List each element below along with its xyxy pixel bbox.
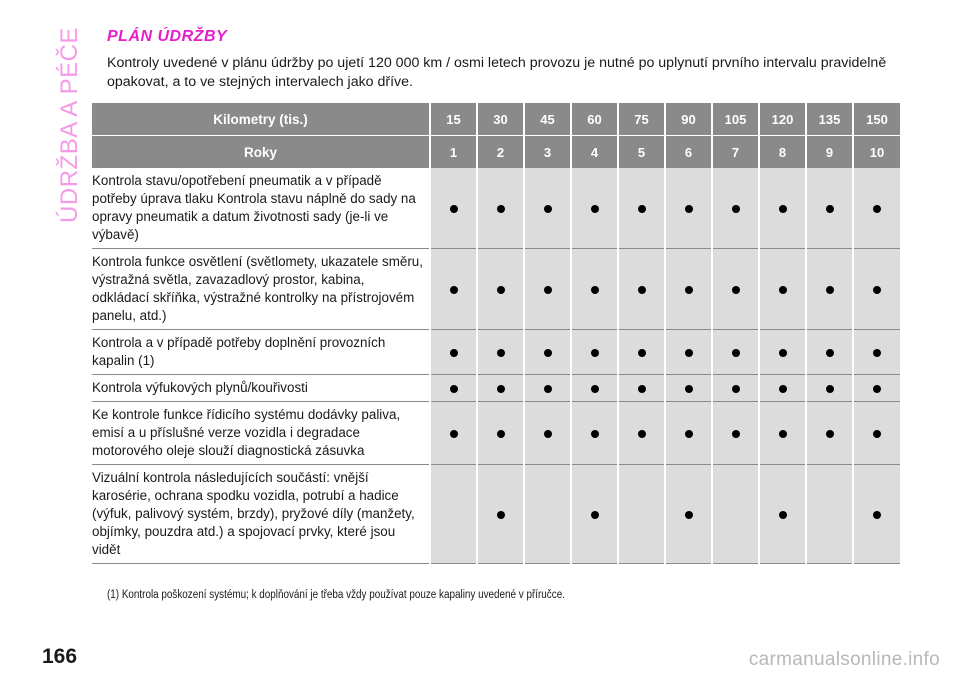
task-description: Kontrola výfukových plynů/kouřivosti	[92, 375, 430, 402]
interval-cell	[665, 402, 712, 465]
interval-cell	[477, 465, 524, 564]
interval-cell	[618, 330, 665, 375]
check-dot-icon	[638, 349, 646, 357]
check-dot-icon	[638, 286, 646, 294]
header-row-years	[92, 136, 900, 169]
check-dot-icon	[450, 430, 458, 438]
interval-cell	[430, 375, 477, 402]
check-dot-icon	[779, 286, 787, 294]
check-dot-icon	[779, 349, 787, 357]
header-year-value: 1	[430, 136, 477, 169]
interval-cell	[524, 168, 571, 249]
check-dot-icon	[685, 385, 693, 393]
check-dot-icon	[544, 205, 552, 213]
interval-cell	[524, 465, 571, 564]
interval-cell	[712, 375, 759, 402]
check-dot-icon	[450, 385, 458, 393]
check-dot-icon	[544, 349, 552, 357]
check-dot-icon	[779, 511, 787, 519]
interval-cell	[665, 249, 712, 330]
check-dot-icon	[685, 286, 693, 294]
check-dot-icon	[779, 430, 787, 438]
check-dot-icon	[544, 385, 552, 393]
interval-cell	[430, 402, 477, 465]
check-dot-icon	[779, 205, 787, 213]
check-dot-icon	[591, 511, 599, 519]
header-km-value: 60	[571, 103, 618, 136]
header-year-value: 10	[853, 136, 900, 169]
interval-cell	[524, 402, 571, 465]
check-dot-icon	[450, 205, 458, 213]
check-dot-icon	[873, 385, 881, 393]
table-row	[92, 375, 900, 402]
side-section-title	[52, 27, 88, 223]
table-row	[92, 402, 900, 465]
check-dot-icon	[497, 349, 505, 357]
task-description: Kontrola funkce osvětlení (světlomety, ukazatele směru, výstražná světla, zavazadlový prostor, kabina, odkládací skříňka, výstražné kontrolky na přístrojovém panelu, atd.)	[92, 249, 430, 330]
check-dot-icon	[497, 430, 505, 438]
task-description: Kontrola stavu/opotřebení pneumatik a v případě potřeby úprava tlaku Kontrola stavu náplně do sady na opravy pneumatik a datum životnosti sady (je-li ve výbavě)	[92, 168, 430, 249]
interval-cell	[853, 330, 900, 375]
interval-cell	[618, 249, 665, 330]
interval-cell	[618, 168, 665, 249]
interval-cell	[712, 330, 759, 375]
check-dot-icon	[826, 430, 834, 438]
interval-cell	[806, 249, 853, 330]
interval-cell	[524, 375, 571, 402]
check-dot-icon	[873, 349, 881, 357]
check-dot-icon	[685, 205, 693, 213]
page-number: 166	[42, 645, 78, 668]
interval-cell	[430, 330, 477, 375]
interval-cell	[571, 330, 618, 375]
interval-cell	[806, 330, 853, 375]
interval-cell	[853, 249, 900, 330]
table-body	[92, 168, 900, 564]
interval-cell	[853, 465, 900, 564]
header-km-value: 135	[806, 103, 853, 136]
interval-cell	[430, 465, 477, 564]
interval-cell	[853, 168, 900, 249]
header-year-value: 4	[571, 136, 618, 169]
header-km-value: 120	[759, 103, 806, 136]
check-dot-icon	[826, 385, 834, 393]
check-dot-icon	[497, 385, 505, 393]
check-dot-icon	[591, 286, 599, 294]
header-km-value: 90	[665, 103, 712, 136]
interval-cell	[712, 249, 759, 330]
interval-cell	[759, 168, 806, 249]
check-dot-icon	[591, 349, 599, 357]
footnote: (1) Kontrola poškození systému; k doplňování je třeba vždy používat pouze kapaliny uvedené v příručce.	[107, 589, 565, 601]
table-row	[92, 168, 900, 249]
header-year-value: 3	[524, 136, 571, 169]
task-description: Ke kontrole funkce řídicího systému dodávky paliva, emisí a u příslušné verze vozidla i degradace motorového oleje slouží diagnostická zásuvka	[92, 402, 430, 465]
interval-cell	[759, 249, 806, 330]
interval-cell	[759, 465, 806, 564]
maintenance-plan-table	[92, 103, 900, 564]
header-year-value: 5	[618, 136, 665, 169]
header-km-value: 75	[618, 103, 665, 136]
header-year-value: 8	[759, 136, 806, 169]
check-dot-icon	[873, 205, 881, 213]
interval-cell	[571, 168, 618, 249]
interval-cell	[806, 168, 853, 249]
check-dot-icon	[685, 511, 693, 519]
interval-cell	[477, 249, 524, 330]
header-year-value: 9	[806, 136, 853, 169]
check-dot-icon	[544, 286, 552, 294]
check-dot-icon	[873, 430, 881, 438]
interval-cell	[477, 402, 524, 465]
check-dot-icon	[544, 430, 552, 438]
interval-cell	[759, 330, 806, 375]
interval-cell	[571, 465, 618, 564]
interval-cell	[712, 168, 759, 249]
interval-cell	[477, 168, 524, 249]
interval-cell	[665, 330, 712, 375]
table-row	[92, 465, 900, 564]
header-year-value: 7	[712, 136, 759, 169]
check-dot-icon	[685, 349, 693, 357]
interval-cell	[524, 249, 571, 330]
interval-cell	[477, 330, 524, 375]
task-description: Vizuální kontrola následujících součástí: vnější karosérie, ochrana spodku vozidla, potrubí a hadice (výfuk, palivový systém, brzdy), pryžové díly (manžety, objímky, pouzdra atd.) a spojovací prvky, které jsou vidět	[92, 465, 430, 564]
check-dot-icon	[732, 205, 740, 213]
side-section-title-text: ÚDRŽBA A PÉČE	[56, 27, 83, 223]
interval-cell	[806, 465, 853, 564]
check-dot-icon	[685, 430, 693, 438]
interval-cell	[853, 375, 900, 402]
interval-cell	[430, 168, 477, 249]
check-dot-icon	[450, 349, 458, 357]
interval-cell	[618, 465, 665, 564]
interval-cell	[712, 465, 759, 564]
watermark-text: carmanualsonline.info	[748, 649, 940, 670]
interval-cell	[477, 375, 524, 402]
header-row-km	[92, 103, 900, 136]
interval-cell	[665, 465, 712, 564]
check-dot-icon	[497, 205, 505, 213]
check-dot-icon	[732, 349, 740, 357]
check-dot-icon	[497, 286, 505, 294]
header-km-value: 30	[477, 103, 524, 136]
check-dot-icon	[591, 430, 599, 438]
header-years-label: Roky	[92, 136, 430, 169]
check-dot-icon	[873, 286, 881, 294]
interval-cell	[618, 375, 665, 402]
interval-cell	[853, 402, 900, 465]
check-dot-icon	[732, 286, 740, 294]
table-row	[92, 249, 900, 330]
check-dot-icon	[638, 430, 646, 438]
interval-cell	[665, 375, 712, 402]
interval-cell	[618, 402, 665, 465]
interval-cell	[571, 249, 618, 330]
interval-cell	[806, 375, 853, 402]
check-dot-icon	[638, 385, 646, 393]
page-heading: PLÁN ÚDRŽBY	[107, 28, 228, 45]
interval-cell	[759, 375, 806, 402]
interval-cell	[571, 402, 618, 465]
interval-cell	[571, 375, 618, 402]
check-dot-icon	[497, 511, 505, 519]
check-dot-icon	[779, 385, 787, 393]
check-dot-icon	[826, 205, 834, 213]
header-year-value: 2	[477, 136, 524, 169]
check-dot-icon	[826, 349, 834, 357]
check-dot-icon	[450, 286, 458, 294]
interval-cell	[430, 249, 477, 330]
interval-cell	[806, 402, 853, 465]
check-dot-icon	[732, 385, 740, 393]
interval-cell	[665, 168, 712, 249]
interval-cell	[712, 402, 759, 465]
interval-cell	[759, 402, 806, 465]
check-dot-icon	[591, 205, 599, 213]
interval-cell	[524, 330, 571, 375]
intro-paragraph: Kontroly uvedené v plánu údržby po ujetí 120 000 km / osmi letech provozu je nutné po uplynutí prvního intervalu pravidelně opakovat, a to ve stejných intervalech jako dříve.	[107, 55, 887, 90]
task-description: Kontrola a v případě potřeby doplnění provozních kapalin (1)	[92, 330, 430, 375]
header-year-value: 6	[665, 136, 712, 169]
check-dot-icon	[638, 205, 646, 213]
header-km-value: 15	[430, 103, 477, 136]
check-dot-icon	[732, 430, 740, 438]
check-dot-icon	[591, 385, 599, 393]
header-km-label: Kilometry (tis.)	[92, 103, 430, 136]
check-dot-icon	[826, 286, 834, 294]
header-km-value: 45	[524, 103, 571, 136]
header-km-value: 150	[853, 103, 900, 136]
table-row	[92, 330, 900, 375]
header-km-value: 105	[712, 103, 759, 136]
check-dot-icon	[873, 511, 881, 519]
